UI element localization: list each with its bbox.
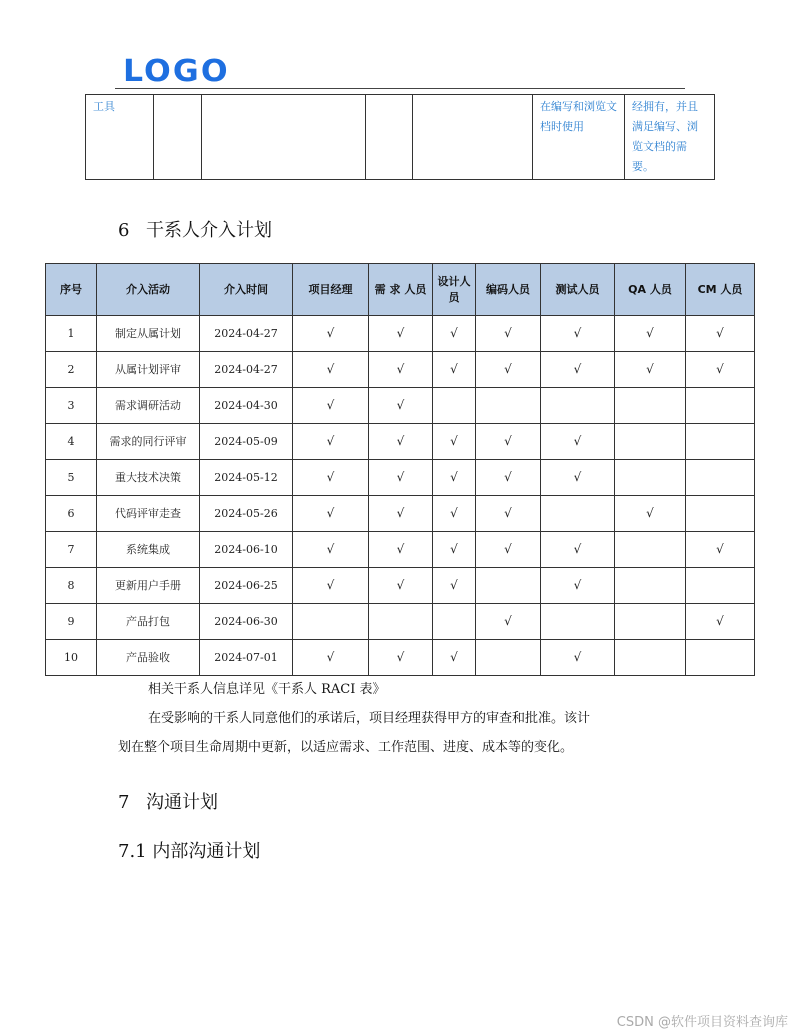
watermark: CSDN @软件项目资料查询库 <box>616 1015 788 1030</box>
table-cell: √ <box>541 640 615 676</box>
table-cell: √ <box>541 568 615 604</box>
table-cell <box>541 604 615 640</box>
approval-paragraph-line-1: 在受影响的干系人同意他们的承诺后，项目经理获得甲方的审查和批准。该计 <box>148 711 591 726</box>
table-cell: 8 <box>46 568 97 604</box>
table-cell: √ <box>293 640 369 676</box>
table-cell: √ <box>615 316 686 352</box>
section-title: 沟通计划 <box>146 792 218 813</box>
column-header: 需 求 人员 <box>369 264 433 316</box>
table-cell: √ <box>476 604 541 640</box>
table-row <box>86 95 715 180</box>
table-cell: √ <box>369 568 433 604</box>
table-cell: √ <box>476 316 541 352</box>
table-cell: √ <box>293 532 369 568</box>
section-title: 干系人介入计划 <box>146 220 272 241</box>
table-row <box>46 352 755 388</box>
table-cell <box>541 496 615 532</box>
table-cell: 产品打包 <box>97 604 200 640</box>
table-cell: 2024-05-12 <box>200 460 293 496</box>
table-cell: √ <box>686 316 755 352</box>
column-header: 介入时间 <box>200 264 293 316</box>
table-cell <box>433 388 476 424</box>
table-cell: 代码评审走查 <box>97 496 200 532</box>
column-header: 设计人员 <box>433 264 476 316</box>
table-cell: √ <box>541 352 615 388</box>
stakeholder-table <box>45 263 755 676</box>
section-number: 7 <box>118 792 130 813</box>
table-cell: √ <box>369 388 433 424</box>
table-cell: √ <box>293 388 369 424</box>
table-cell <box>476 568 541 604</box>
table-cell <box>541 388 615 424</box>
section-7-1-heading: 7.1 内部沟通计划 <box>118 841 261 862</box>
table-row <box>46 532 755 568</box>
table-cell: √ <box>541 460 615 496</box>
table-cell <box>686 424 755 460</box>
table-cell: 2024-04-30 <box>200 388 293 424</box>
table-cell: √ <box>686 532 755 568</box>
table-cell: 9 <box>46 604 97 640</box>
table-cell <box>615 604 686 640</box>
table-cell <box>686 568 755 604</box>
top-table-cell <box>202 95 366 180</box>
table-cell: √ <box>369 532 433 568</box>
top-table-cell: 经拥有，并且满足编写、浏览文档的需要。 <box>625 95 715 180</box>
table-cell: 2024-04-27 <box>200 316 293 352</box>
table-row <box>46 640 755 676</box>
table-row <box>46 568 755 604</box>
table-row <box>46 388 755 424</box>
table-cell: √ <box>433 568 476 604</box>
table-cell <box>615 424 686 460</box>
table-cell: 产品验收 <box>97 640 200 676</box>
table-cell: √ <box>541 316 615 352</box>
table-cell: 4 <box>46 424 97 460</box>
stakeholder-table-body <box>46 316 755 676</box>
table-cell <box>369 604 433 640</box>
table-cell: 2024-05-26 <box>200 496 293 532</box>
table-cell: 2024-07-01 <box>200 640 293 676</box>
section-6-heading <box>118 216 272 242</box>
table-cell: 更新用户手册 <box>97 568 200 604</box>
table-cell: 10 <box>46 640 97 676</box>
table-cell <box>433 604 476 640</box>
table-cell <box>615 532 686 568</box>
table-cell: √ <box>293 460 369 496</box>
table-cell <box>686 460 755 496</box>
table-cell: √ <box>686 352 755 388</box>
table-cell: √ <box>369 496 433 532</box>
table-cell: √ <box>433 460 476 496</box>
table-cell: √ <box>476 352 541 388</box>
table-cell: √ <box>369 460 433 496</box>
table-cell: 2024-06-10 <box>200 532 293 568</box>
table-cell: √ <box>541 532 615 568</box>
table-cell <box>293 604 369 640</box>
table-cell: 3 <box>46 388 97 424</box>
column-header: 编码人员 <box>476 264 541 316</box>
table-cell: 5 <box>46 460 97 496</box>
table-row <box>46 424 755 460</box>
column-header: 测试人员 <box>541 264 615 316</box>
section-number: 6 <box>118 220 130 241</box>
table-cell: 需求的同行评审 <box>97 424 200 460</box>
top-table-cell <box>366 95 413 180</box>
table-cell <box>615 388 686 424</box>
table-cell: 2024-04-27 <box>200 352 293 388</box>
table-cell: 6 <box>46 496 97 532</box>
table-cell <box>615 460 686 496</box>
table-cell: 需求调研活动 <box>97 388 200 424</box>
raci-reference-note: 相关干系人信息详见《干系人 RACI 表》 <box>148 682 386 697</box>
table-cell: √ <box>476 460 541 496</box>
approval-paragraph-line-2: 划在整个项目生命周期中更新，以适应需求、工作范围、进度、成本等的变化。 <box>118 740 574 755</box>
table-cell: √ <box>369 352 433 388</box>
table-cell: √ <box>293 496 369 532</box>
logo: LOGO <box>123 54 230 89</box>
table-cell: 制定从属计划 <box>97 316 200 352</box>
table-cell: √ <box>433 424 476 460</box>
table-row <box>46 460 755 496</box>
top-table-cell: 在编写和浏览文档时使用 <box>533 95 625 180</box>
table-cell <box>476 640 541 676</box>
table-cell: √ <box>433 496 476 532</box>
column-header: CM 人员 <box>686 264 755 316</box>
top-table-cell <box>154 95 202 180</box>
table-row <box>46 604 755 640</box>
table-cell: 2024-06-25 <box>200 568 293 604</box>
column-header: 项目经理 <box>293 264 369 316</box>
top-table-cell <box>413 95 533 180</box>
table-cell: 从属计划评审 <box>97 352 200 388</box>
table-cell: √ <box>433 532 476 568</box>
table-cell <box>476 388 541 424</box>
column-header: 序号 <box>46 264 97 316</box>
top-table-cell: 工具 <box>86 95 154 180</box>
table-row <box>46 496 755 532</box>
table-cell: √ <box>433 640 476 676</box>
table-cell: √ <box>476 424 541 460</box>
table-cell: √ <box>476 496 541 532</box>
table-cell: √ <box>293 316 369 352</box>
table-cell: √ <box>476 532 541 568</box>
table-cell: 系统集成 <box>97 532 200 568</box>
table-cell: √ <box>293 568 369 604</box>
top-table-fragment <box>85 94 715 180</box>
column-header: 介入活动 <box>97 264 200 316</box>
table-cell: √ <box>369 316 433 352</box>
section-7-heading <box>118 788 218 814</box>
table-cell: √ <box>615 496 686 532</box>
table-cell: 1 <box>46 316 97 352</box>
column-header: QA 人员 <box>615 264 686 316</box>
table-row <box>46 316 755 352</box>
table-cell <box>615 568 686 604</box>
table-cell <box>686 388 755 424</box>
table-cell: √ <box>369 424 433 460</box>
table-cell: 重大技术决策 <box>97 460 200 496</box>
table-cell: √ <box>369 640 433 676</box>
table-header-row <box>46 264 755 316</box>
table-cell: √ <box>293 424 369 460</box>
table-cell: 2024-05-09 <box>200 424 293 460</box>
table-cell: √ <box>686 604 755 640</box>
table-cell <box>686 640 755 676</box>
table-cell <box>615 640 686 676</box>
table-cell: 2 <box>46 352 97 388</box>
table-cell: √ <box>433 316 476 352</box>
table-cell: √ <box>293 352 369 388</box>
table-cell <box>686 496 755 532</box>
table-cell: √ <box>615 352 686 388</box>
table-cell: 2024-06-30 <box>200 604 293 640</box>
table-cell: √ <box>433 352 476 388</box>
header-divider <box>115 88 685 89</box>
table-cell: 7 <box>46 532 97 568</box>
table-cell: √ <box>541 424 615 460</box>
